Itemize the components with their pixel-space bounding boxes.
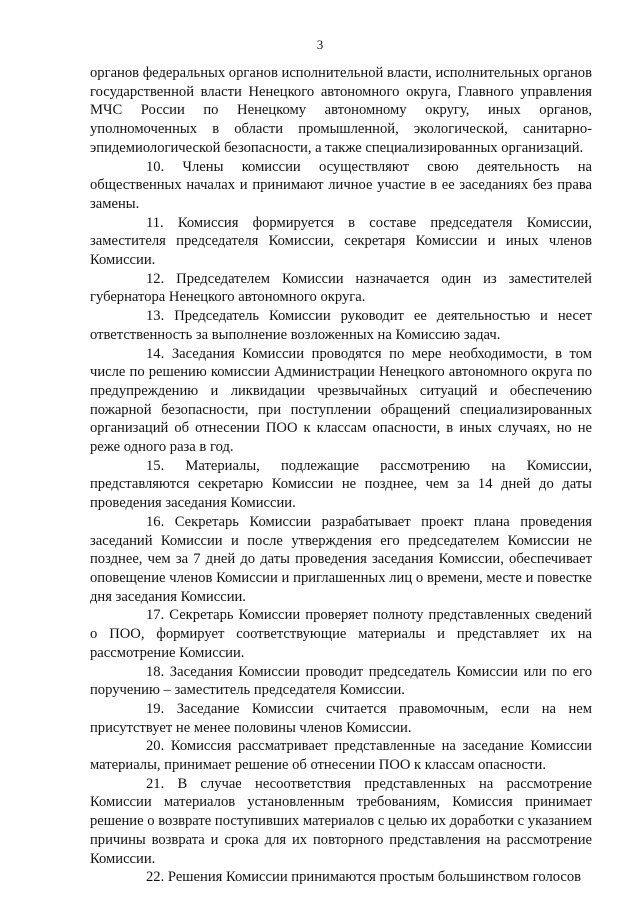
- paragraph-20: 20. Комиссия рассматривает представленные на заседание Комиссии материалы, принимает решение об отнесении ПОО к классам опасности.: [90, 738, 592, 774]
- paragraph-18: 18. Заседания Комиссии проводит председатель Комиссии или по его поручению – заместитель председателя Комиссии.: [90, 663, 592, 699]
- paragraph-17: 17. Секретарь Комиссии проверяет полноту представленных сведений о ПОО, формирует соответствующие материалы и представляет их на рассмотрение Комиссии.: [90, 607, 592, 661]
- paragraph-11: 11. Комиссия формируется в составе председателя Комиссии, заместителя председателя Комиссии, секретаря Комиссии и иных членов Комиссии.: [90, 214, 592, 269]
- paragraph-10: 10. Члены комиссии осуществляют свою деятельность на общественных началах и принимают личное участие в ее заседаниях без права замены.: [90, 158, 592, 212]
- paragraph-13: 13. Председатель Комиссии руководит ее деятельностью и несет ответственность за выполнение возложенных на Комиссию задач.: [90, 308, 592, 343]
- document-body: [90, 64, 592, 887]
- paragraph-continuation: органов федеральных органов исполнительной власти, исполнительных органов государственной власти Ненецкого автономного округа, Главного управления МЧС России по Ненецкому автономному округу, иных органов, уполномоченных в области промышленной, экологической, санитарно-эпидемиологической безопасности, а также специализированных организаций.: [90, 65, 592, 156]
- paragraph-16: 16. Секретарь Комиссии разрабатывает проект плана проведения заседаний Комиссии и после утверждения его председателем Комиссии не позднее, чем за 7 дней до даты проведения заседания Комиссии, обеспечивает оповещение членов Комиссии и приглашенных лиц о времени, месте и повестке дня заседания Комиссии.: [90, 513, 592, 605]
- paragraph-14: 14. Заседания Комиссии проводятся по мере необходимости, в том числе по решению комиссии Администрации Ненецкого автономного округа по предупреждению и ликвидации чрезвычайных ситуаций и обеспечению пожарной безопасности, при поступлении обращений специализированных организаций об отнесении ПОО к классам опасности, в иных случаях, но не реже одного раза в год.: [90, 345, 592, 456]
- paragraph-12: 12. Председателем Комиссии назначается один из заместителей губернатора Ненецкого автономного округа.: [90, 270, 592, 306]
- page-number: 3: [316, 37, 324, 52]
- paragraph-15: 15. Материалы, подлежащие рассмотрению на Комиссии, представляются секретарю Комиссии не позднее, чем за 14 дней до даты проведения заседания Комиссии.: [90, 457, 592, 512]
- paragraph-19: 19. Заседание Комиссии считается правомочным, если на нем присутствует не менее половины членов Комиссии.: [90, 700, 592, 736]
- paragraph-21: 21. В случае несоответствия представленных на рассмотрение Комиссии материалов установленным требованиям, Комиссия принимает решение о возврате поступивших материалов с целью их доработки с указанием причины возврата и срока для их повторного представления на рассмотрение Комиссии.: [90, 775, 592, 867]
- paragraph-22: 22. Решения Комиссии принимаются простым большинством голосов: [146, 869, 582, 886]
